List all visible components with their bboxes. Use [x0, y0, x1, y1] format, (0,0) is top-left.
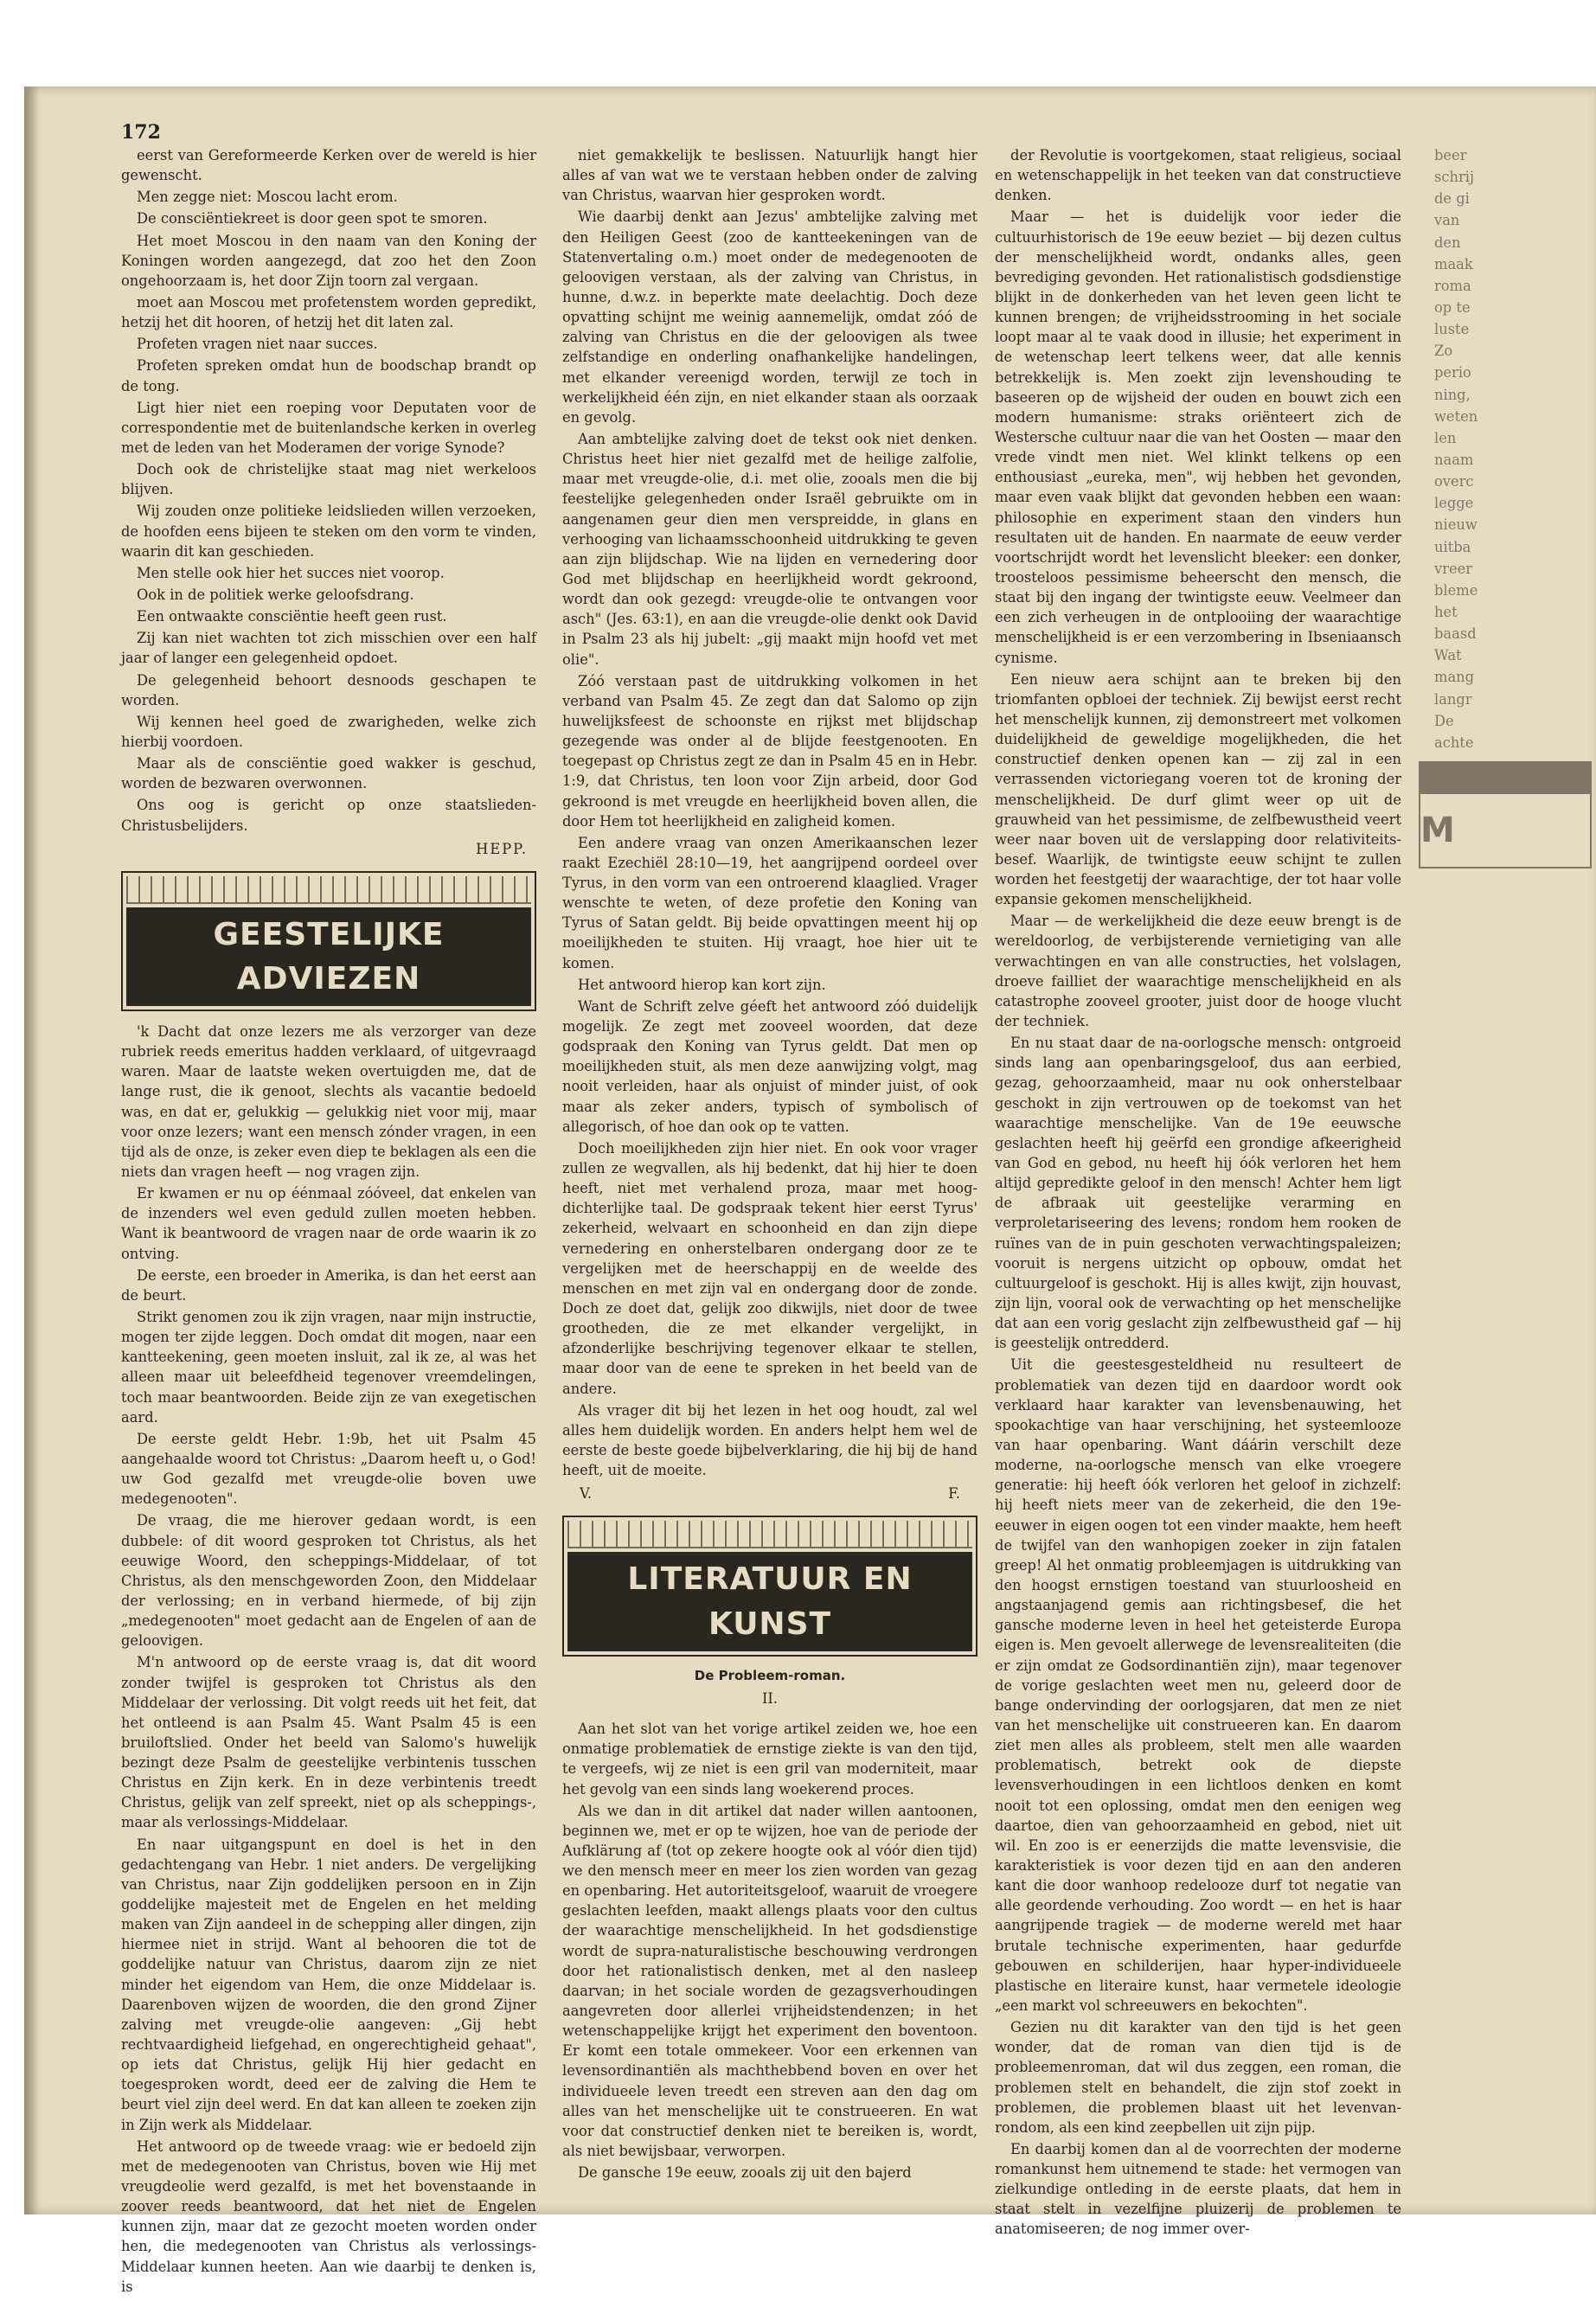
- paragraph: Het moet Moscou in den naam van den Koning der Koningen worden aangezegd, dat zoo het den Zoon ongehoorzaam is, het door Zijn toorn zal vergaan.: [121, 232, 536, 289]
- paragraph: De vraag, die me hierover gedaan wordt, is een dubbele: of dit woord gesproken tot Christus, als het eeuwige Woord, den scheppings-Middelaar, of tot Christus, als den menschgeworden Zoon, den Middelaar der verlossing; en in verband hiermede, of bij zijn „medegenooten" moet gedacht aan de Engelen of aan de geloovigen.: [121, 1512, 536, 1650]
- banner-ornament: [126, 876, 531, 904]
- column-3-body: [995, 145, 1401, 2240]
- section-banner-geestelijke-adviezen: [121, 871, 536, 1011]
- paragraph: Ligt hier niet een roeping voor Deputaten voor de correspondentie met de buitenlandsche kerken in overleg met de leden van het Moderamen der vorige Synode?: [121, 399, 536, 456]
- paragraph: Een nieuw aera schijnt aan te breken bij den triomfanten opbloei der techniek. Zij bewijst eerst recht het menschelijk kunnen, zij demonstreert met volkomen duidelijkheid de geweldige mogelijkheden, die het constructief denken openen kan — zij zal in een verrassenden victoriegang voeren tot de kroning der menschelijkheid. De durf glimt weer op uit de grauwheid van het pessimisme, de zelfbewustheid veert weer naar boven uit de verslapping door relativiteits-besef. Waarlijk, de twintigste eeuw schijnt te zullen worden het feestgetij der waarachtige, der tot haar volle expansie gekomen menschelijkheid.: [995, 670, 1401, 908]
- paragraph: 'k Dacht dat onze lezers me als verzorger van deze rubriek reeds emeritus hadden verklaard, of uitgevraagd waren. Maar de laatste weken overtuigden me, dat de lange rust, die ik genoot, slechts als vacantie bedoeld was, en dat er, gelukkig — gelukkig niet voor mij, maar voor onze lezers; want een mensch zónder vragen, in een tijd als de onze, is zeker even diep te beklagen als een die niets dan vragen heeft — nog vragen zijn.: [121, 1023, 536, 1180]
- paragraph: beer: [1434, 147, 1467, 163]
- paragraph: Zóó verstaan past de uitdrukking volkomen in het verband van Psalm 45. Ze zegt dan dat Salomo op zijn huwelijksfeest de schoonste en rijkst met blijdschap gezegende was onder al de blijde feestgenooten. En toegepast op Christus zegt ze dan in Psalm 45 en in Hebr. 1:9, dat Christus, ten loon voor Zijn arbeid, door God gekroond is met vreugde en heerlijkheid boven allen, die door Hem tot heerlijkheid en zaligheid komen.: [562, 672, 977, 830]
- paragraph: baasd: [1434, 625, 1477, 643]
- paragraph: Gezien nu dit karakter van den tijd is het geen wonder, dat de roman van dien tijd is de probleemenroman, dat wil dus zeggen, een roman, die problemen stelt en behandelt, die zijn stof zoekt in problemen, die problemen blaast uit het levenvan-rondom, als een kind zeepbellen uit zijn pijp.: [995, 2019, 1401, 2136]
- paragraph: Men zegge niet: Moscou lacht erom.: [137, 189, 398, 206]
- paragraph: De gansche 19e eeuw, zooals zij uit den bajerd: [578, 2164, 912, 2182]
- paragraph: Ons oog is gericht op onze staatslieden-Christusbelijders.: [121, 797, 536, 834]
- facing-page-fragment: [1419, 145, 1592, 2204]
- paragraph: Aan ambtelijke zalving doet de tekst ook niet denken. Christus heet hier niet gezalfd met de heilige zalfolie, maar met vreugde-olie, d.i. met olie, zooals men die bij feestelijke gelegenheden onder Israël gebruikte om in aangenamen geur dien men verspreidde, in glans en verhooging van lichaamsschoonheid uitdrukking te geven aan zijn blijdschap. Wie na lijden en vernedering door God met blijdschap en heerlijkheid wordt gekroond, wordt dan ook gezegd: vreugde-olie te ontvangen voor asch" (Jes. 63:1), en aan die vreugde-olie denkt ook David in Psalm 23 als hij jubelt: „gij maakt mijn hoofd vet met olie".: [562, 430, 977, 668]
- paragraph: Doch ook de christelijke staat mag niet werkeloos blijven.: [121, 461, 536, 498]
- facing-page-banner-letter: M: [1420, 810, 1455, 850]
- paragraph: De eerste geldt Hebr. 1:9b, het uit Psalm 45 aangehaalde woord tot Christus: „Daarom heeft u, o God! uw God gezalfd met vreugde-olie boven uwe medegenooten".: [121, 1430, 536, 1508]
- paragraph: van: [1434, 212, 1460, 229]
- banner-ornament: [567, 1521, 972, 1548]
- binding-shadow: [24, 87, 40, 2214]
- paragraph: Profeten spreken omdat hun de boodschap brandt op de tong.: [121, 357, 536, 394]
- paragraph: Want de Schrift zelve géeft het antwoord zóó duidelijk mogelijk. Ze zegt met zooveel woorden, dat deze godspraak den Koning van Tyrus geldt. Dat men op moeilijkheden stuit, als men deze aanwijzing volgt, mag nooit verleiden, haar als onjuist of minder juist, of ook maar als zeker anders, typisch of symbolisch of allegorisch, of hoe dan ook op te vatten.: [562, 997, 977, 1135]
- paragraph: Als we dan in dit artikel dat nader willen aantoonen, beginnen we, met er op te wijzen, hoe van de periode der Aufklärung af (tot op zekere hoogte ook al vóór dien tijd) we den mensch meer en meer los zien worden van gezag en openbaring. Het autoriteitsgeloof, waaruit de vroegere geslachten leefden, maakt allengs plaats voor den cultus der waarachtige menschelijkheid. In het godsdienstige wordt de supra-naturalistische beschouwing verdrongen door het rationalistisch denken, met al den nasleep daarvan; in het sociale worden de gezagsverhoudingen aangevreten door allerlei vrijheidstendenzen; in het wetenschappelijke krijgt het experiment den boventoon. Er komt een totale ommekeer. Voor een erkennen van levensordinantiën als machthebbend boven en over het individueele leven treedt een streven aan den dag om alles van het menschelijke uit te construeeren. En wat voor dat constructief denken niet te bereiken is, wordt, als niet bewijsbaar, verworpen.: [562, 1802, 977, 2160]
- article-subtitle: De Probleem-roman.: [694, 1667, 846, 1683]
- facing-page-text: [1419, 145, 1592, 753]
- paragraph: Wie daarbij denkt aan Jezus' ambtelijke zalving met den Heiligen Geest (zoo de kantteekeningen van de Statenvertaling o.m.) moet onder de medegenooten de geloovigen verstaan, als der zalving van Christus, in hunne, d.w.z. in beperkte mate deelachtig. Doch deze opvatting schijnt me weinig aannemelijk, omdat zóó de zalving van Christus en die der geloovigen als twee zelfstandige en onderling onafhankelijke handelingen, met elkander vereenigd worden, terwijl ze toch in werkelijkheid één zijn, en niet elkander staan als oorzaak en gevolg.: [562, 208, 977, 426]
- paragraph: Als vrager dit bij het lezen in het oog houdt, zal wel alles hem duidelijk worden. En anders helpt hem wel de eerste de beste goede bijbelverklaring, die hij bij de hand heeft, uit de moeite.: [562, 1401, 977, 1479]
- paragraph: bleme: [1434, 581, 1478, 599]
- column-1: [121, 145, 536, 2295]
- paragraph: nieuw: [1434, 516, 1477, 534]
- paragraph: niet gemakkelijk te beslissen. Natuurlijk hangt hier alles af van wat we te verstaan hebben onder de zalving van Christus, waarvan hier gesproken wordt.: [562, 147, 977, 204]
- paragraph: Zij kan niet wachten tot zich misschien over een half jaar of langer een gelegenheid opdoet.: [121, 630, 536, 667]
- paragraph: Doch moeilijkheden zijn hier niet. En ook voor vrager zullen ze wegvallen, als hij bedenkt, dat hij hier te doen heeft, niet met verhalend proza, maar met hoog-dichterlijke taal. De godspraak tekent hier eerst Tyrus' zekerheid, welvaart en schoonheid en dan zijn diepe vernedering en onherstelbaren ondergang door ze te vergelijken met de heerschappij en de weelde des menschen en met zijn val en ondergang door de zonde. Doch ze doet dat, gelijk zoo dikwijls, niet door de twee grootheden, die ze met elkander vergelijkt, in afzonderlijke beschrijving tegenover elkaar te stellen, maar door van de eene te spreken in het beeld van de andere.: [562, 1139, 977, 1397]
- paragraph: Ook in de politiek werke geloofsdrang.: [137, 586, 414, 603]
- column-2: [562, 145, 977, 2204]
- paragraph: ning,: [1434, 386, 1471, 403]
- paragraph: De: [1434, 712, 1454, 729]
- paragraph: Profeten vragen niet naar succes.: [137, 336, 378, 353]
- paragraph: vreer: [1434, 560, 1473, 577]
- paragraph: den: [1434, 234, 1461, 251]
- paragraph: der Revolutie is voortgekomen, staat religieus, sociaal en wetenschappelijk in het teeken van dat constructieve denken.: [995, 147, 1401, 204]
- signature-hepp: HEPP.: [476, 840, 528, 857]
- paragraph: Maar — het is duidelijk voor ieder die cultuurhistorisch de 19e eeuw beziet — bij dezen cultus der menschelijkheid wordt, ondanks alles, geen bevrediging gevonden. Het rationalistisch godsdienstige blijkt in de donkerheden van het leven geen licht te kunnen brengen; de vrijheidsstrooming in het sociale loopt maar al te vaak dood in illusie; het experiment in de wetenschap leert telkens weer, dat alle kennis betrekkelijk is. Men zoekt zijn levenshouding te baseeren op de wijsheid der ouden en bouwt zich een modern humanisme: straks oriënteert zich de Westersche cultuur naar die van het Oosten — maar den vrede vindt men niet. Wel klinkt telkens op een enthousiast „eureka, men", wij hebben het gevonden, maar even vaak blijkt dat gevonden hebben een waan: philosophie en experiment staan den vinders hun resultaten uit de handen. En naarmate de eeuw verder voortschrijdt wordt het levenslicht bleeker: een donker, troosteloos pessimisme beheerscht den mensch, die staat bij den ingang der twintigste eeuw. Veelmeer dan een zich verheugen in de ontplooiing der waarachtige menschelijkheid is er een verzombering in Ibseniaansch cynisme.: [995, 208, 1401, 666]
- column-1-intro: [121, 145, 536, 836]
- paragraph: het: [1434, 603, 1458, 620]
- section-title-literatuur-en-kunst: LITERATUUR EN KUNST: [567, 1552, 972, 1650]
- section-title-geestelijke-adviezen: GEESTELIJKE ADVIEZEN: [126, 907, 531, 1006]
- paragraph: op te: [1434, 298, 1471, 316]
- column-3: [995, 145, 1401, 2238]
- paragraph: De consciëntiekreet is door geen spot te smoren.: [137, 210, 488, 228]
- paragraph: De eerste, een broeder in Amerika, is dan het eerst aan de beurt.: [121, 1266, 536, 1304]
- paragraph: Een ontwaakte consciëntie heeft geen rust.: [137, 608, 447, 625]
- geestelijke-adviezen-body: [121, 1022, 536, 2297]
- paragraph: mang: [1434, 669, 1475, 686]
- paragraph: Het antwoord hierop kan kort zijn.: [578, 976, 826, 993]
- signature-row: [580, 1484, 960, 1503]
- paragraph: uitba: [1434, 538, 1471, 555]
- paragraph: luste: [1434, 321, 1470, 338]
- paragraph: moet aan Moscou met profetenstem worden gepredikt, hetzij het dit hooren, of hetzij het dit laten zal.: [121, 293, 536, 331]
- paragraph: En daarbij komen dan al de voorrechten der moderne romankunst hem uitnemend te stade: het vermogen van zielkundige ontleding in de eerste plaats, dat hem in staat stelt in vezelfijne pluizerij de problemen te anatomiseeren; de nog immer over-: [995, 2140, 1401, 2238]
- facing-page-banner: [1419, 761, 1592, 868]
- paragraph: perio: [1434, 364, 1471, 381]
- paragraph: En naar uitgangspunt en doel is het in den gedachtengang van Hebr. 1 niet anders. De vergelijking van Christus, naar Zijn goddelijken persoon en in Zijn goddelijke majesteit met de Engelen en het melding maken van Zijn aandeel in de schepping aller dingen, zijn hiermee niet in strijd. Want al behooren die tot de goddelijke natuur van Christus, daarom zijn ze niet minder het eigendom van Hem, die onze Middelaar is. Daarenboven wijzen de woorden, die den grond Zijner zalving met vreugde-olie aangeven: „Gij hebt rechtvaardigheid liefgehad, en ongerechtigheid gehaat", op iets dat Christus, gelijk Hij hier gedacht en toegesproken wordt, deed eer de zalving die Hem te beurt viel zijn deel werd. En dat kan alleen te zoeken zijn in Zijn werk als Middelaar.: [121, 1836, 536, 2133]
- paragraph: Het antwoord op de tweede vraag: wie er bedoeld zijn met de medegenooten van Christus, boven wie Hij met vreugdeolie werd gezalfd, is met het bovenstaande in zoover reeds beantwoord, dat het niet de Engelen kunnen zijn, maar dat ze gezocht moeten worden onder hen, die medegenooten van Christus als verlossings-Middelaar kunnen heeten. Aan wie daarbij te denken is, is: [121, 2138, 536, 2295]
- literatuur-body: [562, 1719, 977, 2182]
- paragraph: Wij zouden onze politieke leidslieden willen verzoeken, de hoofden eens bijeen te steken om den vorm te vinden, waarin dit kan geschieden.: [121, 503, 536, 560]
- paragraph: de gi: [1434, 190, 1470, 208]
- paragraph: Wat: [1434, 647, 1462, 664]
- paragraph: schrij: [1434, 169, 1474, 186]
- paragraph: achte: [1434, 734, 1474, 751]
- page-number: 172: [121, 121, 161, 144]
- paragraph: Uit die geestesgesteldheid nu resulteert de problematiek van dezen tijd en daardoor wordt ook verklaard haar karakter van levensbenauwing, het spookachtige van haar verschijning, het systeemlooze van haar openbaring. Want dáárin verschilt deze moderne, na-oorlogsche mensch van elke vroegere generatie: hij heeft óók verloren het geloof in zichzelf: hij heeft niets meer van de zekerheid, die den 19e-eeuwer in eigen oogen tot een vinder maakte, hem heeft de twijfel van den wanhopigen zoeker in zijn fatalen greep! Al het onmatig probleemjagen is uitdrukking van den hoogst ernstigen toestand van stuurloosheid en angstaanjagend gemis aan richtingsbesef, die het gansche moderne leven in heel het geteisterde Europa eigen is. Men gevoelt allerwege de levensrealiteiten (die er zijn omdat ze Godsordinantiën zijn), maar tegenover de vorige geslachten weet men nu, geleerd door de bange ondervinding der oorlogsjaren, dat men ze niet van het menschelijke uit construeeren kan. En daarom ziet men alles als probleem, stelt men alle waarden problematisch, betrekt ook de diepste levensverhoudingen in een lichtloos denken en komt nooit tot een oplossing, omdat men den eenigen weg daartoe, dien van gehoorzaamheid en gebod, niet uit wil. En zoo is er eenerzijds die matte levensvisie, die karakteristiek is voor dezen tijd en aan den anderen kant die door wanhoop redelooze durf tot negatie van alle geordende verhouding. Zoo wordt — en het is haar aangrijpende tragiek — de moderne wereld met haar brutale technische experimenten, haar gedurfde gebouwen en schilderijen, haar hyper-individueele plastische en literaire kunst, haar vermetele ideologie „een markt vol schreeuwers en bekochten".: [995, 1356, 1401, 2014]
- paragraph: Strikt genomen zou ik zijn vragen, naar mijn instructie, mogen ter zijde leggen. Doch omdat dit mogen, naar een kantteekening, geen moeten insluit, zal ik ze, al was het alleen maar uit beleefdheid tegenover vreemdelingen, toch maar beantwoorden. Beide zijn ze van exegetischen aard.: [121, 1308, 536, 1426]
- paragraph: De gelegenheid behoort desnoods geschapen te worden.: [121, 671, 536, 708]
- paragraph: roma: [1434, 277, 1471, 294]
- paragraph: eerst van Gereformeerde Kerken over de wereld is hier gewenscht.: [121, 147, 536, 184]
- paragraph: En nu staat daar de na-oorlogsche mensch: ontgroeid sinds lang aan openbaringsgeloof, dus aan eerbied, gezag, gehoorzaamheid, maar nu ook onherstelbaar geschokt in zijn vertrouwen op de toekomst van het waarachtige menschelijke. Van de 19e eeuwsche geslachten heeft hij geërfd een grondige afkeerigheid van God en gebod, nu heeft hij óók verloren het hem altijd gepredikte geloof in den mensch! Achter hem ligt de afbraak uit geestelijke verarming en verproletariseering des levens; rondom hem rooken de ruïnes van de in puin geschoten verwachtingspaleizen; vooruit is nergens uitzicht op opbouw, omdat het cultuurgeloof is geschokt. Hij is alles kwijt, zijn houvast, zijn lijn, vooral ook de verwachting op het menschelijke dat aan een vorig geslacht zijn zelfbewustheid gaf — hij is geestelijk ontredderd.: [995, 1035, 1401, 1352]
- section-banner-literatuur-en-kunst: [562, 1516, 977, 1656]
- paragraph: maak: [1434, 255, 1473, 272]
- paragraph: langr: [1434, 690, 1472, 708]
- signature-f: F.: [948, 1485, 960, 1503]
- paragraph: Maar als de consciëntie goed wakker is geschud, worden de bezwaren overwonnen.: [121, 755, 536, 792]
- article-part-number: II.: [761, 1689, 779, 1707]
- paragraph: Wij kennen heel goed de zwarigheden, welke zich hierbij voordoen.: [121, 713, 536, 750]
- paragraph: Aan het slot van het vorige artikel zeiden we, hoe een onmatige problematiek de ernstige ziekte is van den tijd, te vergeefs, wij ze niet is een gril van moderniteit, maar het gevolg van een sinds lang woekerend proces.: [562, 1721, 977, 1798]
- column-2-body: [562, 145, 977, 1480]
- paragraph: Men stelle ook hier het succes niet voorop.: [137, 564, 445, 581]
- signature-v: V.: [580, 1485, 593, 1503]
- paragraph: len: [1434, 429, 1457, 446]
- paragraph: M'n antwoord op de eerste vraag is, dat dit woord zonder twijfel is gesproken tot Christus als den Middelaar der verlossing. Dit volgt reeds uit het feit, dat het ontleend is aan Psalm 45. Want Psalm 45 is een bruiloftslied. Onder het beeld van Salomo's huwelijk bezingt deze Psalm de geestelijke verbintenis tusschen Christus en Zijn kerk. En in deze verbintenis treedt Christus, gelijk van zelf spreekt, niet op als scheppings-, maar als verlossings-Middelaar.: [121, 1654, 536, 1831]
- paragraph: Zo: [1434, 343, 1453, 360]
- paragraph: Een andere vraag van onzen Amerikaanschen lezer raakt Ezechiël 28:10—19, het aangrijpend oordeel over Tyrus, in den vorm van een ontroerend klaaglied. Vrager wenschte te weten, of deze profetie den Koning van Tyrus of Satan geldt. Bij beide opvattingen meent hij op moeilijkheden te stuiten. Hij vraagt, hoe hier uit te komen.: [562, 834, 977, 971]
- paragraph: legge: [1434, 495, 1474, 512]
- paragraph: naam: [1434, 451, 1474, 468]
- paragraph: Maar — de werkelijkheid die deze eeuw brengt is de wereldoorlog, de verbijsterende vernietiging van alle verwachtingen en van alle constructies, het volslagen, droeve failliet der waarachtige menschelijkheid en als catastrophe zooveel grooter, juist door de hooge vlucht der techniek.: [995, 913, 1401, 1030]
- paragraph: weten: [1434, 407, 1478, 425]
- paragraph: Er kwamen er nu op éénmaal zóóveel, dat enkelen van de inzenders wel even geduld zullen moeten hebben. Want ik beantwoord de vragen naar de orde waarin ik zo ontving.: [121, 1185, 536, 1262]
- paragraph: overc: [1434, 473, 1474, 490]
